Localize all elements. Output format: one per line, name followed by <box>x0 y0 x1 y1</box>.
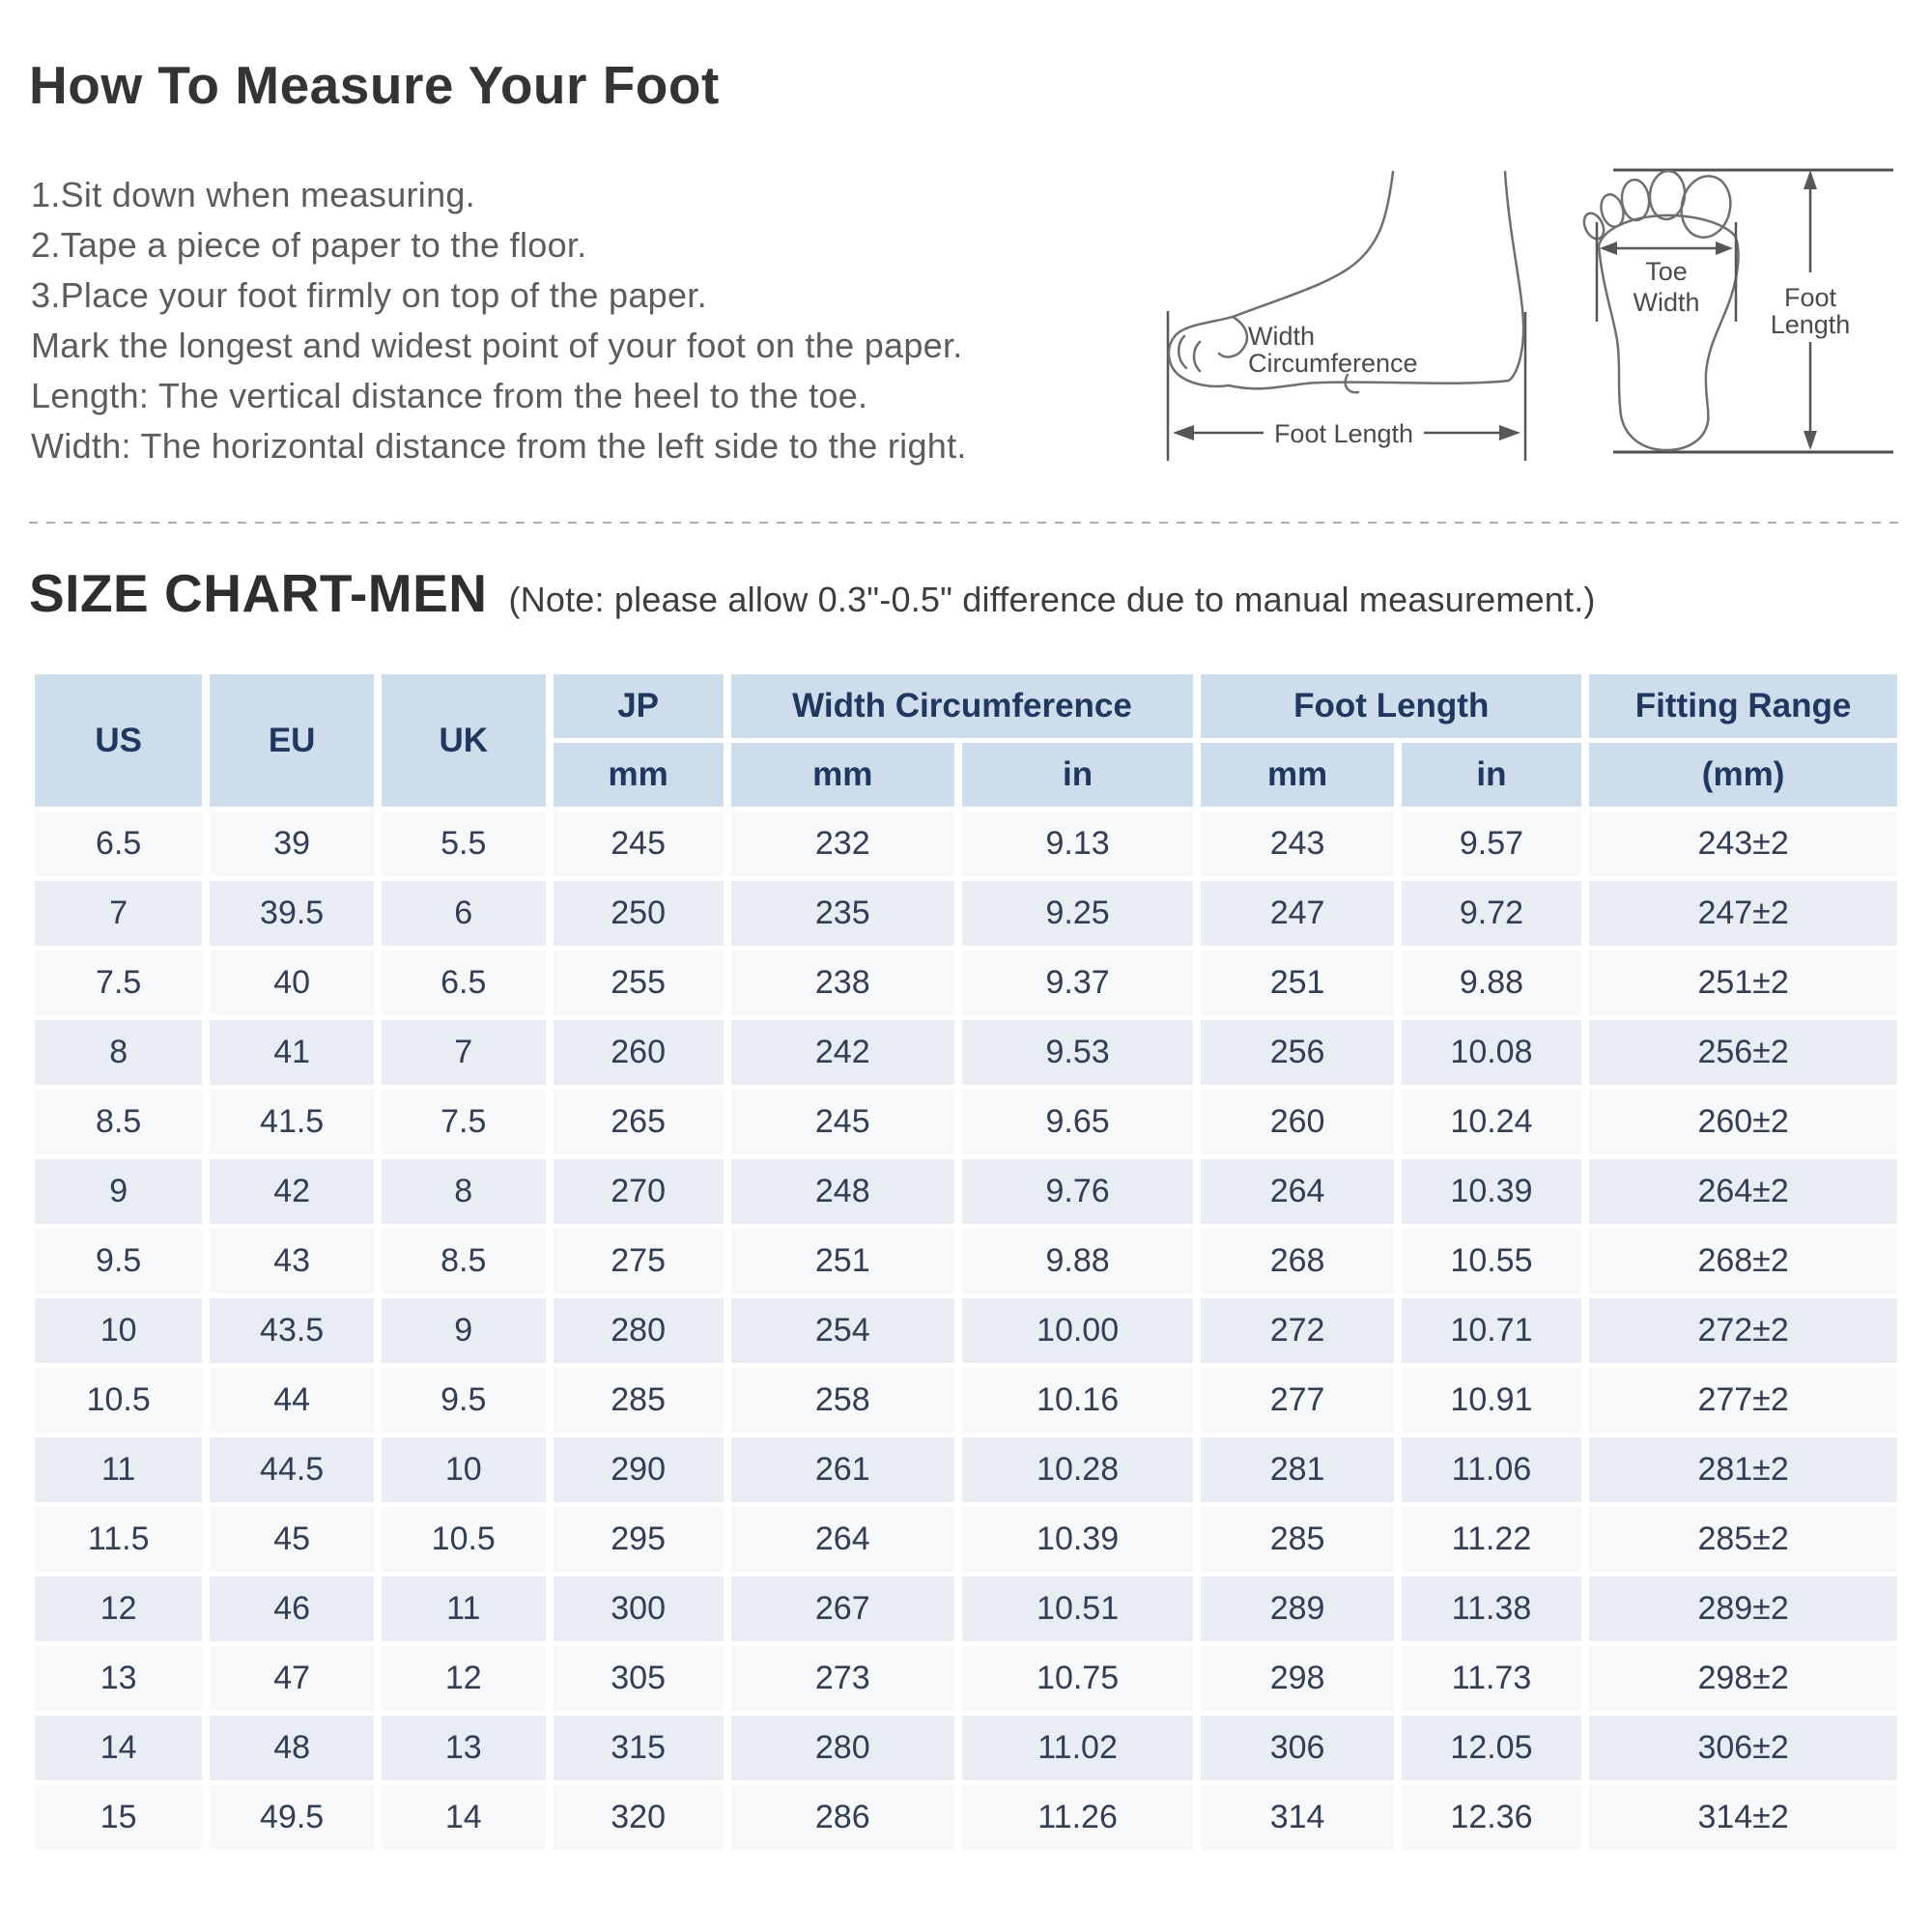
table-cell: 9.72 <box>1402 881 1581 946</box>
table-cell: 306 <box>1201 1716 1393 1780</box>
toe-width-label-line1: Toe <box>1645 257 1688 286</box>
size-chart-title: SIZE CHART-MEN <box>29 563 488 623</box>
arrow-left-head <box>1600 242 1617 255</box>
size-chart-table-wrap <box>27 669 1905 1855</box>
table-cell: 8 <box>35 1020 202 1085</box>
table-cell: 280 <box>731 1716 954 1780</box>
table-cell: 265 <box>554 1090 724 1154</box>
table-header <box>35 674 1897 807</box>
table-cell: 39.5 <box>210 881 374 946</box>
table-cell: 10.24 <box>1402 1090 1581 1154</box>
table-cell: 7.5 <box>35 951 202 1015</box>
table-cell: 272 <box>1201 1298 1393 1363</box>
table-cell: 9 <box>382 1298 546 1363</box>
table-cell: 11.38 <box>1402 1577 1581 1641</box>
header-cell-wc-mm: mm <box>731 743 954 807</box>
foot-toe-arc <box>1194 342 1200 371</box>
foot-length-label: Foot Length <box>1273 419 1414 448</box>
table-cell: 9.5 <box>382 1368 546 1433</box>
table-cell: 41 <box>210 1020 374 1085</box>
table-row <box>35 1716 1897 1780</box>
foot-length-label-line1: Foot <box>1783 283 1837 312</box>
foot-toe-curl <box>1219 317 1247 356</box>
table-cell: 7 <box>382 1020 546 1085</box>
table-row <box>35 1785 1897 1850</box>
table-cell: 320 <box>554 1785 724 1850</box>
header-cell-eu: EU <box>210 674 374 807</box>
table-cell: 243 <box>1201 811 1393 876</box>
table-row <box>35 811 1897 876</box>
table-cell: 9.88 <box>1402 951 1581 1015</box>
how-to-instructions <box>31 170 967 471</box>
table-cell: 260 <box>554 1020 724 1085</box>
table-cell: 12 <box>382 1646 546 1711</box>
table-cell: 243±2 <box>1589 811 1897 876</box>
table-cell: 9.25 <box>962 881 1194 946</box>
instruction-line: Width: The horizontal distance from the left side to the right. <box>31 426 967 466</box>
table-cell: 8.5 <box>382 1229 546 1293</box>
table-cell: 261 <box>731 1437 954 1502</box>
table-cell: 264 <box>731 1507 954 1572</box>
table-cell: 14 <box>382 1785 546 1850</box>
table-cell: 285±2 <box>1589 1507 1897 1572</box>
table-cell: 242 <box>731 1020 954 1085</box>
size-table-body <box>35 811 1897 1850</box>
table-cell: 12.36 <box>1402 1785 1581 1850</box>
header-cell-fl-mm: mm <box>1201 743 1393 807</box>
table-cell: 48 <box>210 1716 374 1780</box>
table-cell: 289 <box>1201 1577 1393 1641</box>
table-cell: 281 <box>1201 1437 1393 1502</box>
table-cell: 251 <box>1201 951 1393 1015</box>
table-cell: 9.65 <box>962 1090 1194 1154</box>
table-cell: 9.13 <box>962 811 1194 876</box>
size-chart-note: (Note: please allow 0.3"-0.5" difference due to manual measurement.) <box>508 580 1596 619</box>
table-cell: 8 <box>382 1159 546 1224</box>
table-cell: 238 <box>731 951 954 1015</box>
width-circumference-label-line1: Width <box>1248 322 1316 351</box>
table-cell: 273 <box>731 1646 954 1711</box>
arrow-left-head <box>1173 425 1194 440</box>
header-cell-jp: JP <box>554 674 724 738</box>
table-cell: 314±2 <box>1589 1785 1897 1850</box>
table-cell: 9.5 <box>35 1229 202 1293</box>
table-row <box>35 1298 1897 1363</box>
table-cell: 40 <box>210 951 374 1015</box>
table-cell: 43.5 <box>210 1298 374 1363</box>
table-cell: 15 <box>35 1785 202 1850</box>
table-cell: 43 <box>210 1229 374 1293</box>
table-cell: 248 <box>731 1159 954 1224</box>
table-cell: 10.91 <box>1402 1368 1581 1433</box>
table-cell: 235 <box>731 881 954 946</box>
table-cell: 10.51 <box>962 1577 1194 1641</box>
table-cell: 14 <box>35 1716 202 1780</box>
table-cell: 8.5 <box>35 1090 202 1154</box>
table-cell: 250 <box>554 881 724 946</box>
table-cell: 10.00 <box>962 1298 1194 1363</box>
table-cell: 42 <box>210 1159 374 1224</box>
header-cell-jp-unit: mm <box>554 743 724 807</box>
table-row <box>35 1646 1897 1711</box>
table-cell: 295 <box>554 1507 724 1572</box>
table-cell: 11.26 <box>962 1785 1194 1850</box>
table-cell: 255 <box>554 951 724 1015</box>
table-cell: 267 <box>731 1577 954 1641</box>
footprint-diagram <box>1575 137 1932 470</box>
header-cell-wc-in: in <box>962 743 1194 807</box>
table-cell: 44.5 <box>210 1437 374 1502</box>
table-cell: 258 <box>731 1368 954 1433</box>
table-cell: 298±2 <box>1589 1646 1897 1711</box>
table-cell: 10 <box>35 1298 202 1363</box>
size-chart-table <box>27 669 1905 1855</box>
table-cell: 13 <box>35 1646 202 1711</box>
table-cell: 247±2 <box>1589 881 1897 946</box>
header-cell-fr-unit: (mm) <box>1589 743 1897 807</box>
table-cell: 256±2 <box>1589 1020 1897 1085</box>
instruction-line: Mark the longest and widest point of your foot on the paper. <box>31 326 963 365</box>
table-cell: 290 <box>554 1437 724 1502</box>
how-to-title: How To Measure Your Foot <box>29 55 720 115</box>
table-cell: 49.5 <box>210 1785 374 1850</box>
size-chart-heading <box>29 562 1596 624</box>
table-cell: 286 <box>731 1785 954 1850</box>
table-cell: 9.57 <box>1402 811 1581 876</box>
table-cell: 6.5 <box>382 951 546 1015</box>
table-cell: 10.5 <box>382 1507 546 1572</box>
table-row <box>35 1090 1897 1154</box>
table-cell: 9.88 <box>962 1229 1194 1293</box>
table-cell: 272±2 <box>1589 1298 1897 1363</box>
table-cell: 268±2 <box>1589 1229 1897 1293</box>
table-cell: 251 <box>731 1229 954 1293</box>
table-cell: 41.5 <box>210 1090 374 1154</box>
table-cell: 264±2 <box>1589 1159 1897 1224</box>
table-cell: 11.06 <box>1402 1437 1581 1502</box>
header-cell-foot-length: Foot Length <box>1201 674 1581 738</box>
table-row <box>35 1437 1897 1502</box>
table-row <box>35 1020 1897 1085</box>
table-cell: 305 <box>554 1646 724 1711</box>
table-cell: 6 <box>382 881 546 946</box>
table-cell: 277±2 <box>1589 1368 1897 1433</box>
foot-heel-outline <box>1505 172 1523 381</box>
table-cell: 281±2 <box>1589 1437 1897 1502</box>
big-toe <box>1676 172 1736 242</box>
table-cell: 264 <box>1201 1159 1393 1224</box>
arrow-up-head <box>1804 170 1817 189</box>
table-cell: 10.16 <box>962 1368 1194 1433</box>
table-row <box>35 1229 1897 1293</box>
table-cell: 300 <box>554 1577 724 1641</box>
table-cell: 245 <box>554 811 724 876</box>
table-cell: 260±2 <box>1589 1090 1897 1154</box>
table-cell: 11.22 <box>1402 1507 1581 1572</box>
table-cell: 11.02 <box>962 1716 1194 1780</box>
table-cell: 10.39 <box>1402 1159 1581 1224</box>
table-row <box>35 1577 1897 1641</box>
foot-length-label-line2: Length <box>1770 310 1851 339</box>
table-cell: 232 <box>731 811 954 876</box>
arrow-down-head <box>1804 431 1817 450</box>
width-circumference-label-line2: Circumference <box>1248 349 1418 378</box>
table-row <box>35 1368 1897 1433</box>
table-cell: 11.73 <box>1402 1646 1581 1711</box>
table-cell: 9.37 <box>962 951 1194 1015</box>
header-cell-uk: UK <box>382 674 546 807</box>
header-cell-fitting-range: Fitting Range <box>1589 674 1897 738</box>
table-cell: 10.5 <box>35 1368 202 1433</box>
table-row <box>35 881 1897 946</box>
foot-sole-outline <box>1229 381 1509 388</box>
table-cell: 39 <box>210 811 374 876</box>
table-cell: 44 <box>210 1368 374 1433</box>
table-cell: 45 <box>210 1507 374 1572</box>
table-header-row-groups <box>35 674 1897 738</box>
table-cell: 10.28 <box>962 1437 1194 1502</box>
table-cell: 9 <box>35 1159 202 1224</box>
table-cell: 270 <box>554 1159 724 1224</box>
table-cell: 275 <box>554 1229 724 1293</box>
table-row <box>35 1159 1897 1224</box>
table-row <box>35 951 1897 1015</box>
table-cell: 11 <box>382 1577 546 1641</box>
table-cell: 251±2 <box>1589 951 1897 1015</box>
table-cell: 245 <box>731 1090 954 1154</box>
table-cell: 289±2 <box>1589 1577 1897 1641</box>
table-cell: 254 <box>731 1298 954 1363</box>
toe-width-label-line2: Width <box>1633 288 1700 317</box>
instruction-line: 2.Tape a piece of paper to the floor. <box>31 225 587 265</box>
table-cell: 46 <box>210 1577 374 1641</box>
table-cell: 11 <box>35 1437 202 1502</box>
table-cell: 6.5 <box>35 811 202 876</box>
arrow-right-head <box>1716 242 1733 255</box>
table-cell: 314 <box>1201 1785 1393 1850</box>
table-cell: 7 <box>35 881 202 946</box>
table-cell: 315 <box>554 1716 724 1780</box>
table-cell: 256 <box>1201 1020 1393 1085</box>
instruction-line: 3.Place your foot firmly on top of the paper. <box>31 275 707 315</box>
table-cell: 285 <box>1201 1507 1393 1572</box>
table-cell: 11.5 <box>35 1507 202 1572</box>
foot-instep-outline <box>1233 172 1393 317</box>
table-cell: 10 <box>382 1437 546 1502</box>
table-cell: 10.08 <box>1402 1020 1581 1085</box>
table-cell: 280 <box>554 1298 724 1363</box>
header-cell-us: US <box>35 674 202 807</box>
arrow-right-head <box>1499 425 1520 440</box>
table-cell: 5.5 <box>382 811 546 876</box>
toe <box>1620 179 1651 221</box>
table-cell: 10.75 <box>962 1646 1194 1711</box>
table-cell: 12.05 <box>1402 1716 1581 1780</box>
table-cell: 13 <box>382 1716 546 1780</box>
table-cell: 10.55 <box>1402 1229 1581 1293</box>
table-cell: 285 <box>554 1368 724 1433</box>
header-cell-width-circumference: Width Circumference <box>731 674 1194 738</box>
table-cell: 306±2 <box>1589 1716 1897 1780</box>
table-cell: 9.53 <box>962 1020 1194 1085</box>
foot-side-view-diagram <box>1150 143 1555 462</box>
table-cell: 277 <box>1201 1368 1393 1433</box>
table-cell: 9.76 <box>962 1159 1194 1224</box>
table-cell: 260 <box>1201 1090 1393 1154</box>
dashed-divider <box>29 522 1903 524</box>
foot-toe-arc <box>1179 336 1186 368</box>
table-cell: 268 <box>1201 1229 1393 1293</box>
table-cell: 12 <box>35 1577 202 1641</box>
table-cell: 298 <box>1201 1646 1393 1711</box>
table-cell: 7.5 <box>382 1090 546 1154</box>
table-cell: 10.39 <box>962 1507 1194 1572</box>
header-cell-fl-in: in <box>1402 743 1581 807</box>
table-cell: 247 <box>1201 881 1393 946</box>
table-cell: 10.71 <box>1402 1298 1581 1363</box>
table-row <box>35 1507 1897 1572</box>
instruction-line: 1.Sit down when measuring. <box>31 175 476 214</box>
instruction-line: Length: The vertical distance from the heel to the toe. <box>31 376 868 415</box>
table-cell: 47 <box>210 1646 374 1711</box>
